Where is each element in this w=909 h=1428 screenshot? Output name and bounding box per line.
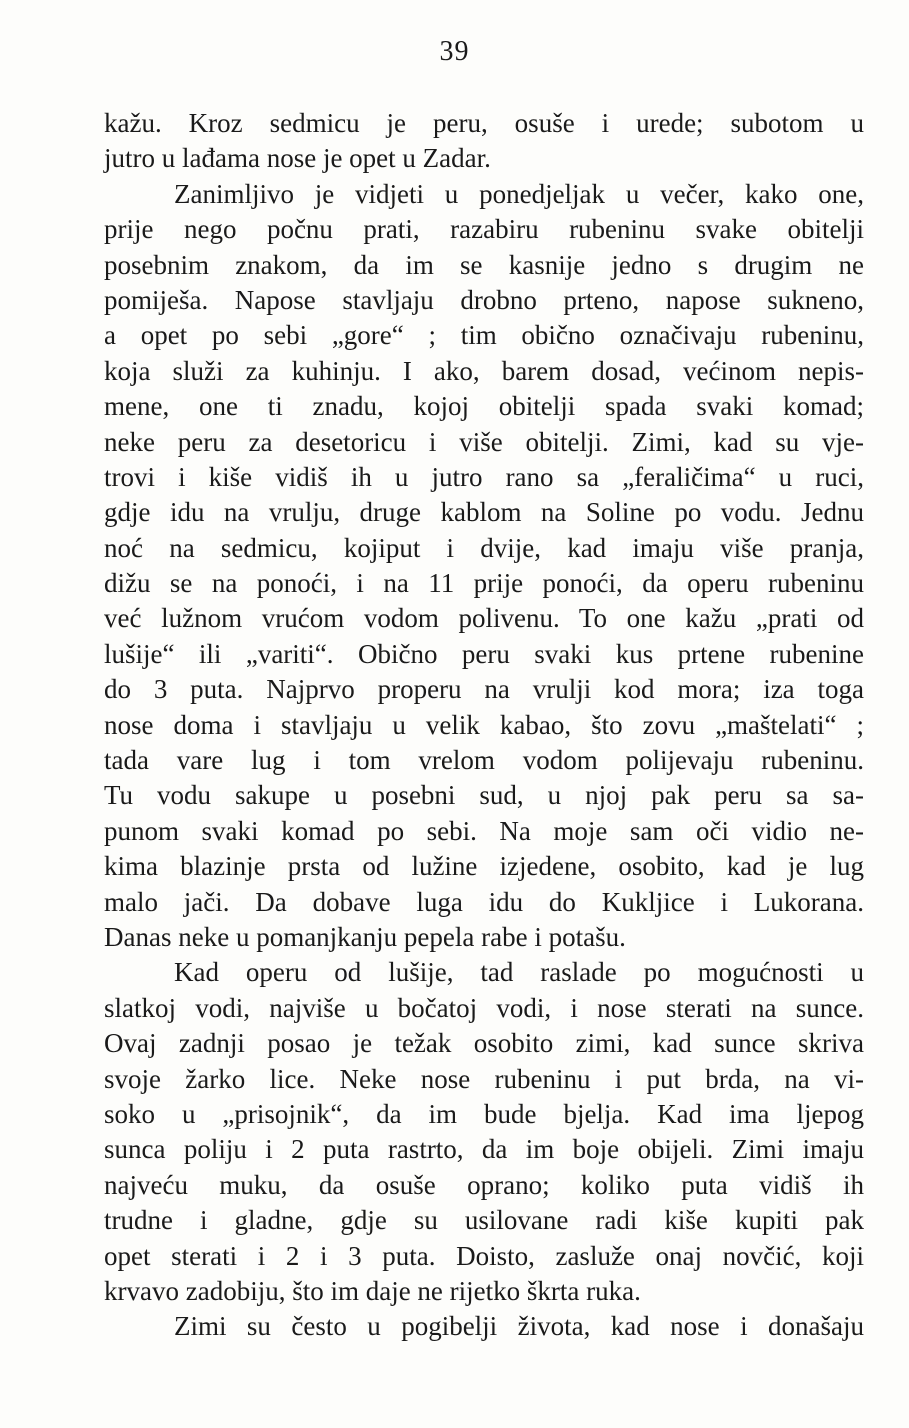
text-line: trudne i gladne, gdje su usilovane radi kiše kupiti pak xyxy=(104,1205,864,1236)
text-line: lušije“ ili „variti“. Obično peru svaki kus prtene rubenine xyxy=(104,638,864,669)
text-line: posebnim znakom, da im se kasnije jedno s drugim ne xyxy=(104,249,864,280)
text-line: soko u „prisojnik“, da im bude bjelja. Kad ima ljepog xyxy=(104,1098,864,1129)
text-line: sunca poliju i 2 puta rastrto, da im boje obijeli. Zimi imaju xyxy=(104,1134,864,1165)
body-text xyxy=(104,106,864,1345)
text-line: Ovaj zadnji posao je težak osobito zimi, kad sunce skriva xyxy=(104,1028,864,1059)
text-line: koja služi za kuhinju. I ako, barem dosad, većinom nepis- xyxy=(104,355,864,386)
text-line: kažu. Kroz sedmicu je peru, osuše i urede; subotom u xyxy=(104,108,864,138)
text-line: najveću muku, da osuše oprano; koliko puta vidiš ih xyxy=(104,1169,864,1200)
text-line: a opet po sebi „gore“ ; tim obično označivaju rubeninu, xyxy=(104,320,864,351)
text-line: gdje idu na vrulju, druge kablom na Soline po vodu. Jednu xyxy=(104,497,864,528)
text-line: slatkoj vodi, najviše u bočatoj vodi, i nose sterati na sunce. xyxy=(104,992,864,1023)
text-line: neke peru za desetoricu i više obitelji. Zimi, kad su vje- xyxy=(104,426,864,457)
text-line: mene, one ti znadu, kojoj obitelji spada svaki komad; xyxy=(104,391,864,422)
text-line: malo jači. Da dobave luga idu do Kukljice i Lukorana. xyxy=(104,886,864,917)
text-line: do 3 puta. Najprvo properu na vrulji kod mora; iza toga xyxy=(104,674,864,705)
text-line: punom svaki komad po sebi. Na moje sam oči vidio ne- xyxy=(104,815,864,846)
text-line: Tu vodu sakupe u posebni sud, u njoj pak peru sa sa- xyxy=(104,780,864,811)
text-line: Kad operu od lušije, tad raslade po mogućnosti u xyxy=(174,957,864,988)
text-line: nose doma i stavljaju u velik kabao, što zovu „maštelati“ ; xyxy=(104,709,864,740)
text-line: pomiješa. Napose stavljaju drobno prteno, napose sukneno, xyxy=(104,284,864,315)
text-line: Zanimljivo je vidjeti u ponedjeljak u večer, kako one, xyxy=(174,178,864,209)
text-line: trovi i kiše vidiš ih u jutro rano sa „feraličima“ u ruci, xyxy=(104,461,864,492)
text-line: Zimi su često u pogibelji života, kad nose i donašaju xyxy=(174,1311,864,1342)
text-line: tada vare lug i tom vrelom vodom polijevaju rubeninu. xyxy=(104,745,864,776)
text-line: prije nego počnu prati, razabiru rubeninu svake obitelji xyxy=(104,214,864,245)
text-line: Danas neke u pomanjkanju pepela rabe i potašu. xyxy=(104,921,626,952)
text-line: krvavo zadobiju, što im daje ne rijetko škrta ruka. xyxy=(104,1275,641,1306)
text-line: dižu se na ponoći, i na 11 prije ponoći, da operu rubeninu xyxy=(104,568,864,599)
text-line: kima blazinje prsta od lužine izjedene, osobito, kad je lug xyxy=(104,851,864,882)
text-line: noć na sedmicu, kojiput i dvije, kad imaju više pranja, xyxy=(104,532,864,563)
page-number: 39 xyxy=(439,36,470,67)
text-line: svoje žarko lice. Neke nose rubeninu i put brda, na vi- xyxy=(104,1063,864,1094)
text-line: jutro u lađama nose je opet u Zadar. xyxy=(104,143,491,174)
text-line: već lužnom vrućom vodom polivenu. To one kažu „prati od xyxy=(104,603,864,634)
text-line: opet sterati i 2 i 3 puta. Doisto, zasluže onaj novčić, koji xyxy=(104,1240,864,1271)
